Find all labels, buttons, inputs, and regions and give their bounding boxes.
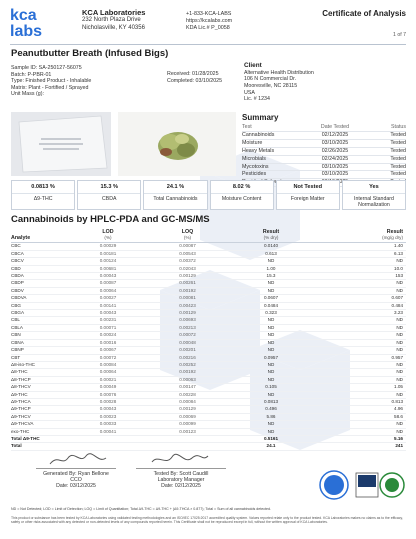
summary-header-date: Date Tested — [320, 124, 350, 130]
signer-2-date: Date: 02/12/2025 — [161, 483, 201, 490]
summary-row — [242, 156, 406, 164]
signer-1-date: Date: 03/12/2025 — [56, 483, 96, 490]
product-title: Peanutbutter Breath (Infused Bigs) — [11, 48, 169, 59]
table-row — [11, 251, 406, 258]
analyte-result-mg: ND — [396, 280, 403, 286]
sample-flower-photo — [118, 112, 236, 176]
signer-1-title: CCO — [70, 477, 82, 484]
analyte-result-mg: 10.0 — [394, 265, 403, 271]
analyte-lod: 0.00027 — [99, 295, 117, 301]
summary-test: Mycotoxins — [242, 163, 269, 170]
svg-text:labs: labs — [10, 23, 43, 38]
result-box-cbda — [77, 180, 141, 210]
analyte-loq: 0.02043 — [179, 265, 196, 271]
analyte-name: CBCA — [11, 250, 24, 256]
disclaimer: This product or substance has been tested by KCA Laboratories using validated testing methodologies and an ISO/IEC 17025:2017 accredited quality system. Values reported relate only to the product tested. KCA Laboratories makes no claims as to the efficacy, safety or other risks associated with any detected or non-detected levels of any compounds reported herein. This Certificate shall not be reproduced except in full, without the written approval of KCA Laboratories. — [11, 516, 403, 525]
total-row — [11, 436, 406, 443]
header-loq-label: LOQ — [181, 229, 194, 235]
pjla-badge-icon — [356, 473, 378, 497]
analyte-loq: 0.00261 — [179, 280, 196, 286]
analyte-lod: 0.00141 — [99, 302, 117, 308]
analyte-loq: 0.00123 — [179, 428, 196, 434]
analyte-lod: 0.00023 — [99, 413, 117, 419]
analyte-loq: 0.00693 — [179, 317, 196, 323]
summary-status: Tested — [390, 131, 406, 138]
analyte-name: exo-THC — [11, 428, 30, 434]
analyte-result-mg: ND — [396, 339, 403, 345]
analyte-loq: 0.00201 — [179, 347, 196, 353]
analyte-loq: 0.00084 — [179, 398, 196, 404]
cannabinoids-table — [11, 229, 406, 451]
table-row — [11, 273, 406, 280]
result-box-label: Internal Standard Normalization — [354, 196, 394, 208]
analyte-lod: 0.00064 — [99, 287, 117, 293]
sample-package-photo — [11, 112, 111, 176]
table-row — [11, 325, 406, 332]
analyte-result-mg: 3.23 — [394, 310, 403, 316]
header-lod — [71, 229, 145, 241]
table-row — [11, 384, 406, 391]
table-row — [11, 362, 406, 369]
table-row — [11, 332, 406, 339]
analyte-result-pct: ND — [267, 421, 275, 427]
analyte-result-pct: 24.1 — [266, 443, 276, 449]
result-box-total-cannabinoids — [143, 180, 207, 210]
analyte-result-pct: 0.105 — [265, 384, 277, 390]
analyte-name: CBG — [11, 302, 21, 308]
summary-row — [242, 140, 406, 148]
analyte-lod: 0.00049 — [99, 384, 117, 390]
header-result-mg — [312, 229, 406, 241]
analyte-result-mg: 1.40 — [394, 243, 403, 249]
result-box-internal-standard — [342, 180, 406, 210]
result-box-label: CBDA — [102, 196, 117, 202]
client-info — [244, 62, 314, 103]
analyte-result-mg: ND — [396, 258, 403, 264]
analyte-name: Δ9-THCVA — [11, 421, 34, 427]
summary-test: Solvents — [264, 179, 285, 186]
result-box-foreign-matter — [276, 180, 340, 210]
analyte-name: CBDVA — [11, 295, 27, 301]
analyte-result-mg: ND — [396, 332, 403, 338]
result-box-d9thc — [11, 180, 75, 210]
analyte-name: Δ8-THCV — [11, 384, 31, 390]
total-row — [11, 443, 406, 450]
analyte-lod: 0.00028 — [99, 398, 117, 404]
analyte-name: CBN — [11, 332, 21, 338]
client-title: Client — [244, 62, 262, 69]
summary-row — [242, 171, 406, 179]
summary-header-status: Status — [390, 124, 406, 130]
cannabinoids-title: Cannabinoids by HPLC-PDA and GC-MS/MS — [11, 214, 210, 225]
analyte-name: CBD — [11, 265, 21, 271]
analyte-lod: 0.00231 — [99, 317, 117, 323]
summary-test: Cannabinoids — [242, 131, 275, 138]
analyte-name: Δ9-THCA — [11, 398, 31, 404]
table-row — [11, 295, 406, 302]
document-title: Certificate of Analysis — [322, 9, 406, 18]
signature-block-2 — [136, 471, 226, 490]
analyte-lod: 0.00016 — [99, 339, 117, 345]
header-result-pct-label: Result — [262, 229, 280, 235]
table-row — [11, 429, 406, 436]
analyte-name: Total — [11, 443, 22, 449]
svg-text:kca: kca — [10, 7, 37, 24]
header-result-mg-unit: (mg/g dry) — [382, 235, 403, 241]
iso-badge-icon — [320, 471, 348, 499]
analyte-lod: 0.00064 — [99, 369, 117, 375]
analyte-result-mg: 4.96 — [394, 406, 403, 412]
summary-row — [242, 148, 406, 156]
analyte-name: CBCV — [11, 258, 24, 264]
analyte-loq — [145, 436, 230, 442]
table-row — [11, 280, 406, 287]
sample-unit-mass: Unit Mass (g): — [11, 91, 44, 98]
analyte-loq: 0.00543 — [179, 250, 196, 256]
analyte-loq: 0.00192 — [179, 369, 196, 375]
analyte-result-pct: ND — [267, 332, 275, 338]
analyte-lod: 0.00181 — [99, 250, 117, 256]
signature-1 — [48, 452, 108, 468]
analyte-result-mg: ND — [396, 324, 403, 330]
analyte-result-mg: ND — [396, 428, 403, 434]
analyte-result-pct: ND — [267, 339, 275, 345]
header-divider — [10, 44, 406, 45]
date-info — [167, 71, 222, 84]
summary-test: Heavy Metals — [242, 147, 275, 154]
table-row — [11, 421, 406, 428]
table-row — [11, 377, 406, 384]
lab-contact — [186, 11, 232, 33]
analyte-name: Δ8-THC — [11, 369, 28, 375]
analyte-result-mg: ND — [396, 391, 403, 397]
analyte-name: CBGA — [11, 310, 25, 316]
analyte-name: CBNA — [11, 339, 24, 345]
table-row — [11, 392, 406, 399]
header-lod-unit: (%) — [104, 235, 112, 241]
header-result-pct — [230, 229, 312, 241]
analyte-loq: 0.00192 — [179, 287, 196, 293]
summary-header-row — [242, 124, 406, 132]
analyte-result-mg: ND — [396, 376, 403, 382]
analyte-result-pct: ND — [267, 369, 275, 375]
result-box-value: Not Tested — [277, 181, 339, 194]
analyte-loq: 0.00072 — [179, 332, 196, 338]
analyte-loq: 0.00048 — [179, 339, 196, 345]
summary-status: Tested — [390, 163, 406, 170]
analyte-loq: 0.00081 — [179, 295, 196, 301]
table-row — [11, 288, 406, 295]
analyte-loq: 0.00129 — [179, 310, 196, 316]
client-name: Alternative Health Distribution — [244, 69, 314, 76]
sample-matrix: Matrix: Plant - Fortified / Sprayed — [11, 84, 89, 91]
signature-block-1 — [36, 471, 116, 490]
table-row — [11, 399, 406, 406]
summary-status: Tested — [390, 139, 406, 146]
sample-type: Type: Finished Product - Inhalable — [11, 78, 92, 85]
analyte-name: CBT — [11, 354, 21, 360]
lab-license: KDA Lic.# P_0058 — [186, 25, 230, 32]
analyte-result-pct: 0.0484 — [263, 302, 279, 308]
analyte-result-mg: ND — [396, 287, 403, 293]
table-row — [11, 406, 406, 413]
client-street: 106 N Commercial Dr. — [244, 76, 297, 83]
analyte-result-pct: 5.86 — [266, 413, 276, 419]
analyte-loq: 0.00129 — [179, 406, 196, 412]
received-date: Received: 01/28/2025 — [167, 71, 219, 77]
analyte-result-pct: 1.00 — [266, 265, 276, 271]
analyte-name: CBL — [11, 317, 20, 323]
summary-date: 02/24/2025 — [321, 155, 349, 162]
analyte-loq: 0.00213 — [179, 324, 196, 330]
analyte-lod: 0.00041 — [99, 428, 117, 434]
cannabinoids-table-header — [11, 229, 406, 243]
analyte-lod: 0.00124 — [99, 258, 117, 264]
headline-results — [11, 180, 406, 210]
summary-test: Microbials — [242, 155, 266, 162]
summary-status: Tested — [390, 171, 406, 178]
analyte-name: Δ9-THC — [11, 391, 28, 397]
analyte-result-pct: ND — [267, 287, 275, 293]
lab-phone: +1-833-KCA-LABS — [186, 11, 232, 17]
table-row — [11, 355, 406, 362]
client-license: Lic. # 1234 — [244, 96, 270, 103]
analyte-result-mg: 0.957 — [391, 354, 403, 360]
analyte-lod: 0.00087 — [99, 280, 117, 286]
result-box-moisture — [210, 180, 274, 210]
analyte-name: Δ9-THCP — [11, 406, 31, 412]
analyte-name: CBLA — [11, 324, 24, 330]
analyte-lod: 0.00067 — [99, 347, 117, 353]
summary-date: 02/12/2025 — [321, 131, 349, 138]
result-box-label: Total Cannabinoids — [153, 196, 198, 202]
analyte-result-mg: 241 — [395, 443, 403, 449]
lab-address-2: Nicholasville, KY 40356 — [82, 24, 145, 31]
table-legend: ND = Not Detected; LOD = Limit of Detection; LOQ = Limit of Quantitation; Total Δ9-THC = Δ9-THC + (Δ9-THCA × 0.877); Total = Sum of all cannabinoids detected. — [11, 507, 272, 511]
analyte-result-pct: 15.3 — [266, 273, 276, 279]
analyte-name: Total Δ9-THC — [11, 435, 40, 441]
analyte-lod — [71, 436, 145, 442]
analyte-lod: 0.00072 — [99, 354, 117, 360]
table-row — [11, 340, 406, 347]
lab-address-1: 232 North Plaza Drive — [82, 17, 141, 23]
analyte-result-mg: ND — [396, 347, 403, 353]
page-number: 1 of 7 — [393, 32, 406, 38]
header-analyte: Analyte — [11, 235, 31, 241]
table-row — [11, 310, 406, 317]
kca-labs-logo — [10, 6, 72, 38]
signer-2-title: Laboratory Manager — [157, 477, 205, 484]
analyte-rows — [11, 243, 406, 450]
analyte-loq: 0.00087 — [179, 243, 196, 249]
analyte-lod: 0.00029 — [99, 243, 117, 249]
sample-batch: Batch: P-PBR-01 — [11, 71, 52, 78]
header — [0, 0, 416, 44]
table-row — [11, 347, 406, 354]
analyte-lod — [71, 443, 145, 449]
table-row — [11, 303, 406, 310]
header-result-mg-label: Result — [386, 229, 403, 235]
analyte-loq: 0.00069 — [179, 413, 196, 419]
result-box-label: Moisture Content — [221, 196, 262, 202]
client-country: USA — [244, 89, 255, 96]
analyte-result-mg: 5.16 — [394, 435, 403, 441]
analyte-name: CBNP — [11, 347, 24, 353]
analyte-result-mg: ND — [396, 361, 403, 367]
sample-id: Sample ID: SA-250127-56075 — [11, 65, 82, 71]
analyte-result-pct: 0.5161 — [263, 435, 279, 441]
summary-section — [242, 113, 406, 187]
analyte-result-pct: ND — [267, 347, 275, 353]
analyte-lod: 0.00024 — [99, 332, 117, 338]
analyte-result-pct: ND — [267, 428, 275, 434]
header-loq-unit: (%) — [183, 235, 192, 241]
header-loq — [145, 229, 230, 241]
analyte-lod: 0.00033 — [99, 421, 117, 427]
analyte-result-mg: 58.6 — [394, 413, 403, 419]
lab-info — [82, 8, 145, 32]
header-result-pct-unit: (% dry) — [263, 235, 279, 241]
analyte-result-mg: 0.607 — [391, 295, 403, 301]
analyte-loq: 0.00372 — [179, 258, 196, 264]
signer-1-name: Generated By: Ryan Bellone — [43, 471, 109, 477]
analyte-lod: 0.00043 — [99, 310, 117, 316]
summary-test: Pesticides — [242, 171, 267, 178]
table-row — [11, 369, 406, 376]
analyte-result-mg: 1.05 — [394, 384, 403, 390]
analyte-lod: 0.00043 — [99, 273, 117, 279]
analyte-result-pct: 0.0607 — [263, 295, 279, 301]
sample-info — [11, 65, 91, 98]
result-box-label: Δ9-THC — [33, 196, 53, 202]
analyte-loq: 0.00099 — [179, 421, 196, 427]
analyte-result-pct: 0.0957 — [263, 354, 279, 360]
analyte-lod: 0.00043 — [99, 406, 117, 412]
summary-status: Tested — [390, 155, 406, 162]
summary-row — [242, 164, 406, 172]
summary-date: 02/26/2025 — [321, 147, 349, 154]
result-box-value: 8.02 % — [211, 181, 273, 194]
summary-rows — [242, 132, 406, 187]
summary-date: 03/10/2025 — [321, 171, 349, 178]
summary-test: Moisture — [242, 139, 263, 146]
analyte-result-mg: 0.813 — [391, 398, 403, 404]
seal-badge-icon — [380, 473, 404, 497]
analyte-loq: 0.00252 — [179, 361, 196, 367]
analyte-result-pct: 0.0140 — [263, 243, 279, 249]
table-row — [11, 317, 406, 324]
summary-date: 03/10/2025 — [321, 163, 349, 170]
summary-header-test: Test — [242, 124, 252, 130]
analyte-result-pct: ND — [267, 376, 275, 382]
completed-date: Completed: 03/10/2025 — [167, 77, 223, 84]
analyte-loq — [145, 443, 230, 449]
analyte-result-pct: ND — [267, 280, 275, 286]
analyte-lod: 0.00084 — [99, 361, 117, 367]
analyte-result-mg: ND — [396, 369, 403, 375]
analyte-name: CBDA — [11, 273, 24, 279]
analyte-result-mg: 0.484 — [391, 302, 403, 308]
analyte-name: CBDV — [11, 287, 24, 293]
accreditation-badges — [284, 467, 406, 503]
table-row — [11, 243, 406, 250]
signer-2-name: Tested By: Scott Caudill — [153, 471, 209, 477]
analyte-result-mg: 153 — [395, 273, 403, 279]
client-city: Mooresville, NC 28115 — [244, 82, 298, 89]
summary-title: Summary — [242, 113, 279, 122]
summary-date: 03/10/2025 — [321, 139, 349, 146]
result-box-value: 15.3 % — [78, 181, 140, 194]
analyte-loq: 0.00129 — [179, 273, 196, 279]
analyte-name: Δ9-THCV — [11, 413, 31, 419]
signature-line-2 — [136, 468, 226, 469]
analyte-loq: 0.00063 — [179, 376, 196, 382]
analyte-result-pct: 0.613 — [265, 250, 277, 256]
analyte-result-pct: ND — [267, 317, 275, 323]
analyte-result-mg: ND — [396, 317, 403, 323]
analyte-lod: 0.00021 — [99, 376, 117, 382]
analyte-lod: 0.00071 — [99, 324, 117, 330]
analyte-result-pct: 0.323 — [265, 310, 277, 316]
analyte-result-mg: ND — [396, 421, 403, 427]
analyte-lod: 0.00681 — [99, 265, 117, 271]
analyte-loq: 0.00423 — [179, 302, 196, 308]
analyte-name: CBC — [11, 243, 21, 249]
result-box-value: 0.0813 % — [12, 181, 74, 194]
signature-2 — [150, 452, 210, 468]
summary-status: Tested — [390, 147, 406, 154]
analyte-result-pct: 0.496 — [265, 406, 277, 412]
table-row — [11, 266, 406, 273]
analyte-result-pct: 0.0813 — [263, 398, 279, 404]
result-box-value: 24.1 % — [144, 181, 206, 194]
analyte-result-pct: ND — [267, 258, 275, 264]
analyte-result-pct: ND — [267, 391, 275, 397]
analyte-loq: 0.00228 — [179, 391, 196, 397]
analyte-name: Δ8-iso-THC — [11, 361, 35, 367]
table-row — [11, 414, 406, 421]
result-box-value: Yes — [343, 181, 405, 194]
lab-website[interactable]: https://kcalabs.com — [186, 18, 233, 25]
analyte-result-pct: ND — [267, 361, 275, 367]
signature-line-1 — [36, 468, 116, 469]
result-box-label: Foreign Matter — [290, 196, 325, 202]
analyte-result-pct: ND — [267, 324, 275, 330]
analyte-loq: 0.00147 — [179, 384, 196, 390]
analyte-lod: 0.00076 — [99, 391, 117, 397]
analyte-loq: 0.00216 — [179, 354, 196, 360]
summary-row — [242, 132, 406, 140]
analyte-name: Δ8-THCP — [11, 376, 31, 382]
analyte-result-mg: 6.13 — [394, 250, 403, 256]
analyte-name: CBDP — [11, 280, 24, 286]
lab-name: KCA Laboratories — [82, 8, 146, 17]
table-row — [11, 258, 406, 265]
header-lod-label: LOD — [102, 229, 114, 235]
